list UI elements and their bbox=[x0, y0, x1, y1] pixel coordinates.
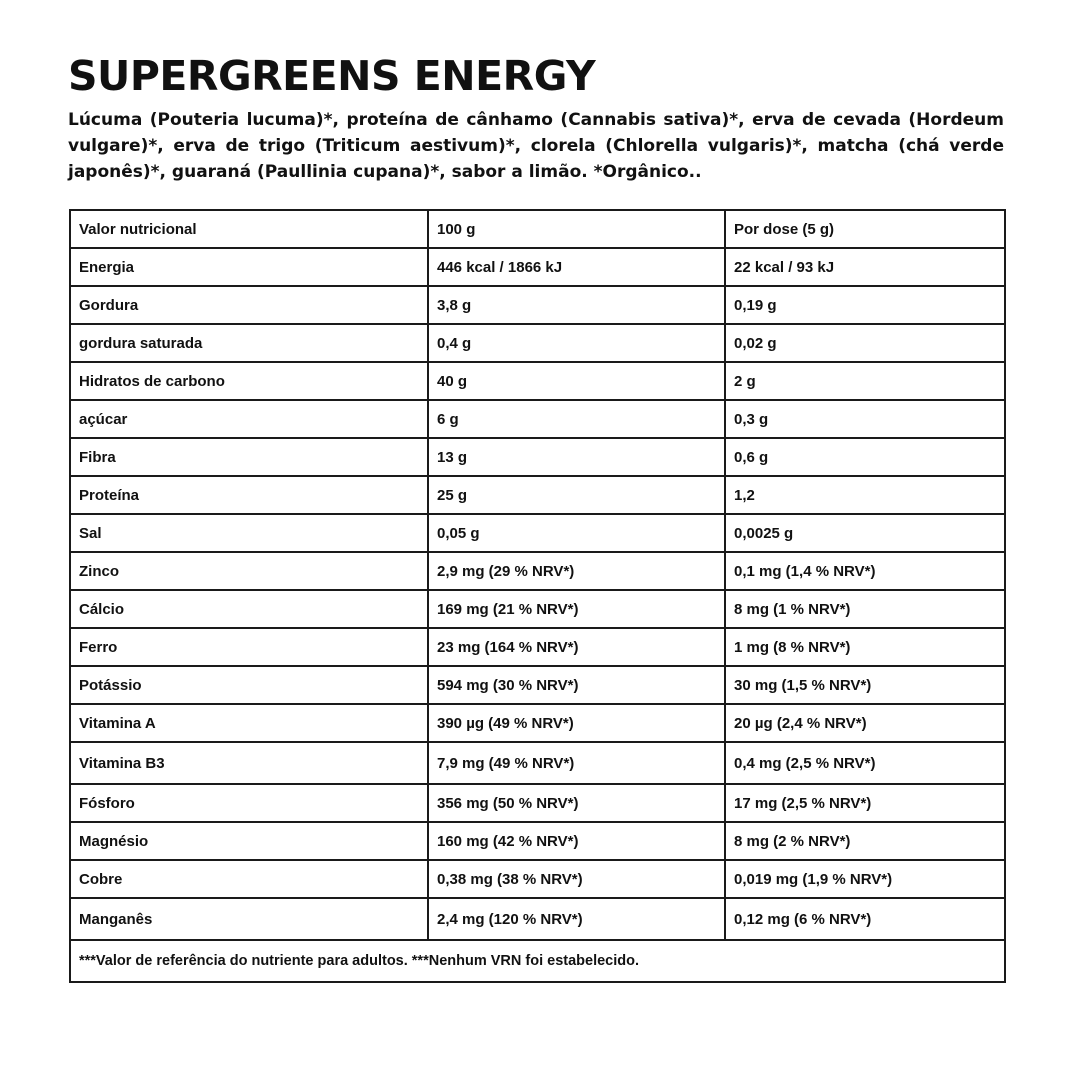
table-row bbox=[70, 514, 1005, 552]
table-row bbox=[70, 590, 1005, 628]
value-per-dose: 1,2 bbox=[725, 476, 1005, 514]
value-per-100g: 2,4 mg (120 % NRV*) bbox=[428, 898, 725, 940]
table-row bbox=[70, 822, 1005, 860]
value-per-100g: 13 g bbox=[428, 438, 725, 476]
table-row bbox=[70, 476, 1005, 514]
table-row bbox=[70, 860, 1005, 898]
value-per-dose: 2 g bbox=[725, 362, 1005, 400]
value-per-dose: 0,1 mg (1,4 % NRV*) bbox=[725, 552, 1005, 590]
nutrient-name: Gordura bbox=[70, 286, 428, 324]
nutrient-name: gordura saturada bbox=[70, 324, 428, 362]
nutrient-name: Sal bbox=[70, 514, 428, 552]
footnote: ***Valor de referência do nutriente para adultos. ***Nenhum VRN foi estabelecido. bbox=[70, 940, 1005, 982]
ingredients-text: Lúcuma (Pouteria lucuma)*, proteína de cânhamo (Cannabis sativa)*, erva de cevada (Hordeum vulgare)*, erva de trigo (Triticum aestivum)*, clorela (Chlorella vulgaris)*, matcha (chá verde japonês)*, guaraná (Paullinia cupana)*, sabor a limão. *Orgânico.. bbox=[68, 110, 1004, 182]
value-per-100g: 3,8 g bbox=[428, 286, 725, 324]
value-per-100g: 40 g bbox=[428, 362, 725, 400]
value-per-dose: 30 mg (1,5 % NRV*) bbox=[725, 666, 1005, 704]
nutrient-name: Vitamina A bbox=[70, 704, 428, 742]
nutrient-name: Fibra bbox=[70, 438, 428, 476]
value-per-dose: 0,3 g bbox=[725, 400, 1005, 438]
nutrient-name: Fósforo bbox=[70, 784, 428, 822]
value-per-100g: 25 g bbox=[428, 476, 725, 514]
table-row bbox=[70, 898, 1005, 940]
table-row bbox=[70, 666, 1005, 704]
value-per-100g: 169 mg (21 % NRV*) bbox=[428, 590, 725, 628]
nutrition-table-body bbox=[70, 210, 1005, 982]
table-row bbox=[70, 628, 1005, 666]
value-per-dose: 0,6 g bbox=[725, 438, 1005, 476]
table-row bbox=[70, 362, 1005, 400]
table-row bbox=[70, 400, 1005, 438]
value-per-dose: 8 mg (1 % NRV*) bbox=[725, 590, 1005, 628]
value-per-100g: 356 mg (50 % NRV*) bbox=[428, 784, 725, 822]
value-per-dose: 1 mg (8 % NRV*) bbox=[725, 628, 1005, 666]
table-row bbox=[70, 552, 1005, 590]
table-row bbox=[70, 742, 1005, 784]
value-per-100g: 160 mg (42 % NRV*) bbox=[428, 822, 725, 860]
nutrient-name: Magnésio bbox=[70, 822, 428, 860]
value-per-dose: 0,0025 g bbox=[725, 514, 1005, 552]
value-per-100g: 0,05 g bbox=[428, 514, 725, 552]
nutrient-name: Zinco bbox=[70, 552, 428, 590]
value-per-100g: 594 mg (30 % NRV*) bbox=[428, 666, 725, 704]
value-per-100g: 23 mg (164 % NRV*) bbox=[428, 628, 725, 666]
value-per-dose: 0,19 g bbox=[725, 286, 1005, 324]
table-row bbox=[70, 784, 1005, 822]
nutrient-name: Manganês bbox=[70, 898, 428, 940]
header-per-100g: 100 g bbox=[428, 210, 725, 248]
table-row bbox=[70, 438, 1005, 476]
nutrition-table bbox=[69, 209, 1006, 983]
value-per-dose: 20 µg (2,4 % NRV*) bbox=[725, 704, 1005, 742]
value-per-100g: 7,9 mg (49 % NRV*) bbox=[428, 742, 725, 784]
header-nutrient: Valor nutricional bbox=[70, 210, 428, 248]
footnote-row bbox=[70, 940, 1005, 982]
value-per-100g: 0,38 mg (38 % NRV*) bbox=[428, 860, 725, 898]
table-header-row bbox=[70, 210, 1005, 248]
value-per-100g: 446 kcal / 1866 kJ bbox=[428, 248, 725, 286]
table-row bbox=[70, 286, 1005, 324]
value-per-dose: 0,02 g bbox=[725, 324, 1005, 362]
nutrient-name: Energia bbox=[70, 248, 428, 286]
page-title: SUPERGREENS ENERGY bbox=[68, 52, 596, 100]
nutrient-name: Cobre bbox=[70, 860, 428, 898]
value-per-dose: 8 mg (2 % NRV*) bbox=[725, 822, 1005, 860]
table-row bbox=[70, 324, 1005, 362]
value-per-100g: 6 g bbox=[428, 400, 725, 438]
header-per-dose: Por dose (5 g) bbox=[725, 210, 1005, 248]
nutrient-name: Proteína bbox=[70, 476, 428, 514]
value-per-dose: 0,12 mg (6 % NRV*) bbox=[725, 898, 1005, 940]
table-row bbox=[70, 704, 1005, 742]
value-per-100g: 2,9 mg (29 % NRV*) bbox=[428, 552, 725, 590]
value-per-100g: 390 µg (49 % NRV*) bbox=[428, 704, 725, 742]
value-per-100g: 0,4 g bbox=[428, 324, 725, 362]
value-per-dose: 0,019 mg (1,9 % NRV*) bbox=[725, 860, 1005, 898]
table-row bbox=[70, 248, 1005, 286]
value-per-dose: 22 kcal / 93 kJ bbox=[725, 248, 1005, 286]
nutrient-name: Ferro bbox=[70, 628, 428, 666]
nutrient-name: Vitamina B3 bbox=[70, 742, 428, 784]
nutrient-name: Potássio bbox=[70, 666, 428, 704]
value-per-dose: 17 mg (2,5 % NRV*) bbox=[725, 784, 1005, 822]
nutrient-name: Cálcio bbox=[70, 590, 428, 628]
nutrient-name: açúcar bbox=[70, 400, 428, 438]
value-per-dose: 0,4 mg (2,5 % NRV*) bbox=[725, 742, 1005, 784]
nutrient-name: Hidratos de carbono bbox=[70, 362, 428, 400]
